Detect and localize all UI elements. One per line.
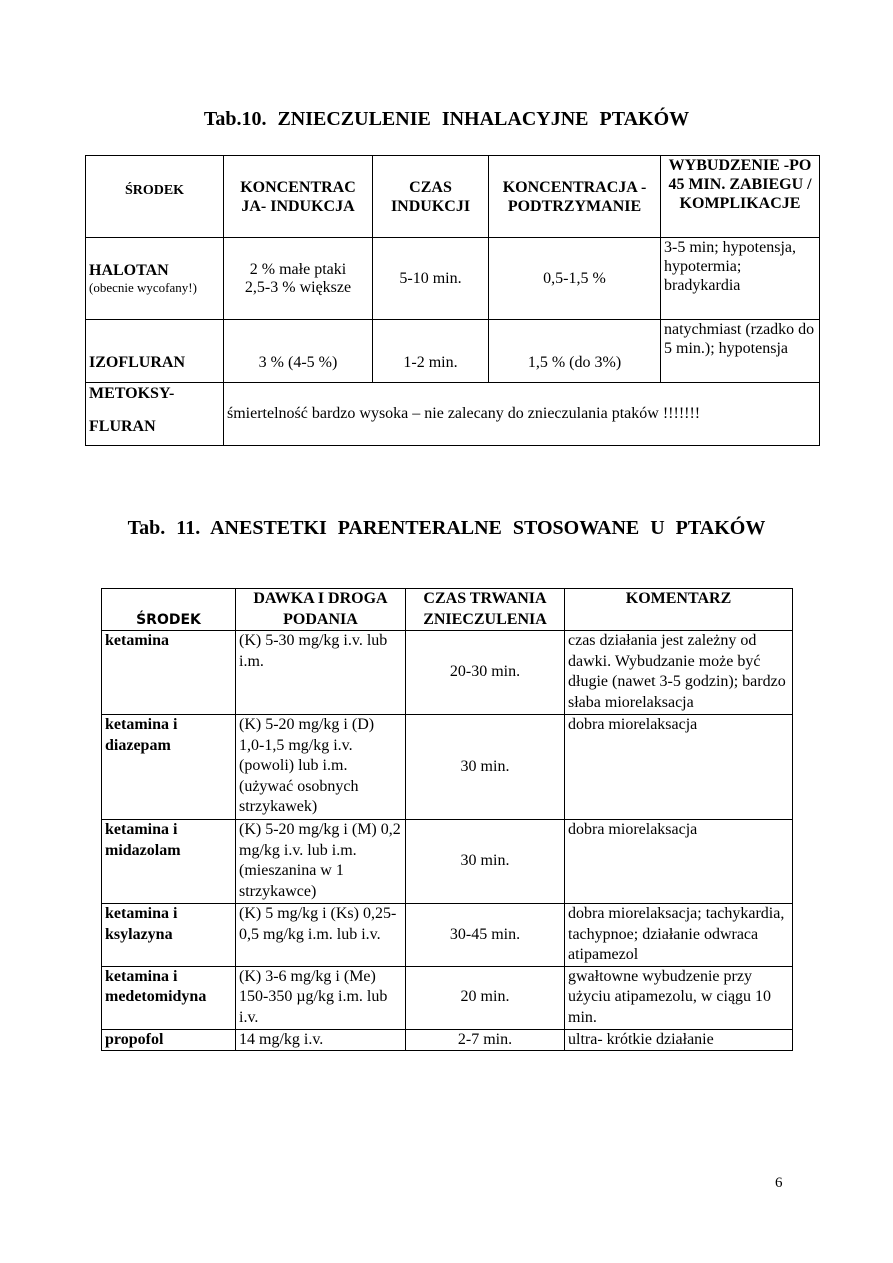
duration: 30 min. bbox=[406, 820, 565, 904]
table-header-row bbox=[102, 589, 793, 631]
dose-route: (K) 5 mg/kg i (Ks) 0,25-0,5 mg/kg i.m. lub i.v. bbox=[236, 904, 406, 967]
header-srodek: ŚRODEK bbox=[102, 589, 236, 631]
table-row bbox=[102, 966, 793, 1029]
header-srodek: ŚRODEK bbox=[86, 156, 224, 238]
table-header-row bbox=[86, 156, 820, 238]
dose-route: (K) 5-20 mg/kg i (D) 1,0-1,5 mg/kg i.v.(powoli) lub i.m. (używać osobnych strzykawek) bbox=[236, 715, 406, 820]
table-row bbox=[102, 820, 793, 904]
table-row bbox=[102, 904, 793, 967]
duration: 2-7 min. bbox=[406, 1029, 565, 1051]
recovery-complications: 3-5 min; hypotensja, hypotermia; bradykardia bbox=[661, 238, 820, 320]
dose-route: (K) 5-20 mg/kg i (M) 0,2 mg/kg i.v. lub i.m. (mieszanina w 1 strzykawce) bbox=[236, 820, 406, 904]
parenteral-anesthetics-table bbox=[101, 588, 793, 1051]
inhalation-anesthesia-table bbox=[85, 155, 820, 446]
drug-name-line1: METOKSY- bbox=[89, 385, 175, 402]
drug-name: ketamina i medetomidyna bbox=[102, 966, 236, 1029]
duration: 20-30 min. bbox=[406, 631, 565, 715]
maintenance-concentration: 1,5 % (do 3%) bbox=[489, 320, 661, 383]
header-czas: CZAS TRWANIA ZNIECZULENIA bbox=[406, 589, 565, 631]
drug-name: ketamina i midazolam bbox=[102, 820, 236, 904]
comment: dobra miorelaksacja bbox=[565, 715, 793, 820]
dose-route: (K) 3-6 mg/kg i (Me) 150-350 µg/kg i.m. lub i.v. bbox=[236, 966, 406, 1029]
recovery-complications: natychmiast (rzadko do 5 min.); hypotensja bbox=[661, 320, 820, 383]
header-koncentracja-podtrzymanie: KONCENTRACJA -PODTRZYMANIE bbox=[489, 156, 661, 238]
table-row bbox=[86, 320, 820, 383]
comment: ultra- krótkie działanie bbox=[565, 1029, 793, 1051]
table-11-title: Tab. 11. ANESTETKI PARENTERALNE STOSOWANE U PTAKÓW bbox=[127, 517, 766, 539]
table-row bbox=[102, 715, 793, 820]
drug-note: (obecnie wycofany!) bbox=[89, 279, 197, 295]
header-wybudzenie: WYBUDZENIE -PO 45 MIN. ZABIEGU / KOMPLIKACJE bbox=[661, 156, 820, 238]
comment: dobra miorelaksacja; tachykardia, tachypnoe; działanie odwraca atipamezol bbox=[565, 904, 793, 967]
table-10-title: Tab.10. ZNIECZULENIE INHALACYJNE PTAKÓW bbox=[203, 108, 690, 130]
duration: 30-45 min. bbox=[406, 904, 565, 967]
header-dawka: DAWKA I DROGA PODANIA bbox=[236, 589, 406, 631]
induction-concentration: 2 % małe ptaki 2,5-3 % większe bbox=[224, 238, 373, 320]
duration: 20 min. bbox=[406, 966, 565, 1029]
drug-name: ketamina i diazepam bbox=[102, 715, 236, 820]
maintenance-concentration: 0,5-1,5 % bbox=[489, 238, 661, 320]
drug-name: ketamina i ksylazyna bbox=[102, 904, 236, 967]
induction-concentration: 3 % (4-5 %) bbox=[224, 320, 373, 383]
table-row bbox=[86, 238, 820, 320]
drug-name-line2: FLURAN bbox=[89, 418, 156, 435]
induction-time: 1-2 min. bbox=[373, 320, 489, 383]
header-komentarz: KOMENTARZ bbox=[565, 589, 793, 631]
drug-name bbox=[86, 383, 224, 446]
dose-route: 14 mg/kg i.v. bbox=[236, 1029, 406, 1051]
drug-cell bbox=[86, 238, 224, 320]
table-row bbox=[86, 383, 820, 446]
header-czas-indukcji: CZAS INDUKCJI bbox=[373, 156, 489, 238]
induction-time: 5-10 min. bbox=[373, 238, 489, 320]
dose-route: (K) 5-30 mg/kg i.v. lub i.m. bbox=[236, 631, 406, 715]
comment: czas działania jest zależny od dawki. Wybudzanie może być długie (nawet 3-5 godzin); bardzo słaba miorelaksacja bbox=[565, 631, 793, 715]
comment: gwałtowne wybudzenie przy użyciu atipamezolu, w ciągu 10 min. bbox=[565, 966, 793, 1029]
table-row bbox=[102, 631, 793, 715]
drug-name: HALOTAN bbox=[89, 261, 169, 279]
page-number: 6 bbox=[775, 1175, 783, 1191]
header-koncentracja-indukcja: KONCENTRAC JA- INDUKCJA bbox=[224, 156, 373, 238]
metoksy-warning: śmiertelność bardzo wysoka – nie zalecany do znieczulania ptaków !!!!!!! bbox=[224, 383, 820, 446]
drug-name: ketamina bbox=[102, 631, 236, 715]
drug-name: propofol bbox=[102, 1029, 236, 1051]
duration: 30 min. bbox=[406, 715, 565, 820]
table-row bbox=[102, 1029, 793, 1051]
drug-name: IZOFLURAN bbox=[86, 320, 224, 383]
comment: dobra miorelaksacja bbox=[565, 820, 793, 904]
